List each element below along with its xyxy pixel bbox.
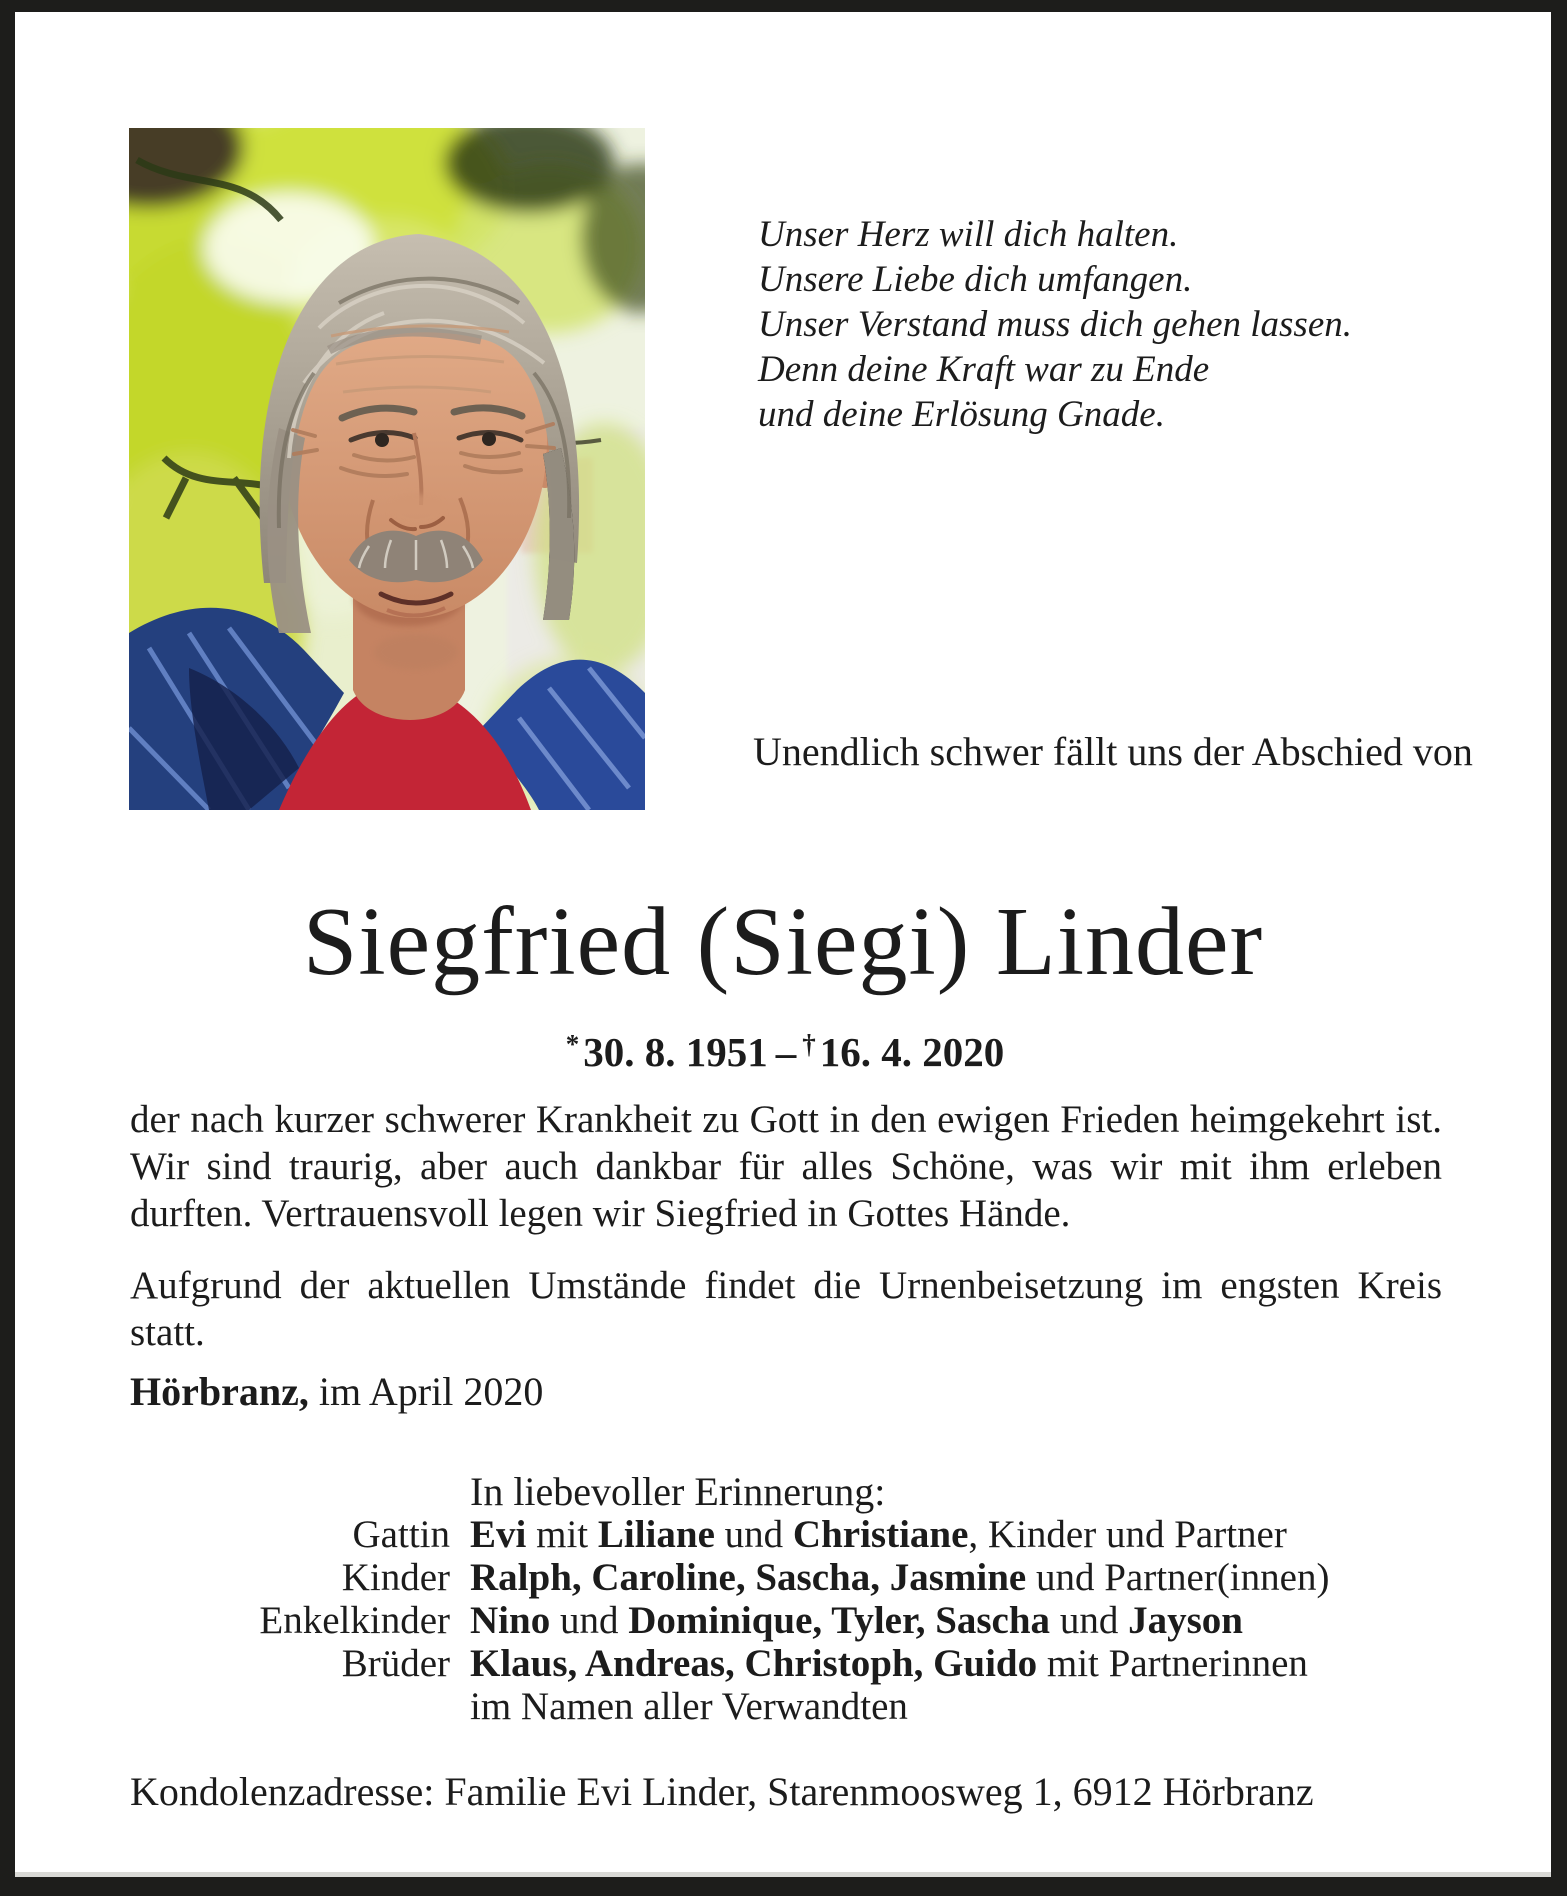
obituary-paragraph: der nach kurzer schwerer Krankheit zu Gott in den ewigen Frieden heimgekehrt ist. Wir sind traurig, aber auch dankbar für alles Schöne, was wir mit ihm erleben durften. Vertrauensvoll legen wir Siegfried in Gottes Hände.	[130, 1098, 1442, 1235]
family-row	[130, 1685, 1329, 1728]
death-cross-symbol: †	[802, 1029, 816, 1059]
family-row	[130, 1556, 1329, 1599]
family-role-label: Enkelkinder	[259, 1599, 450, 1642]
family-list	[130, 1513, 1329, 1728]
life-dates	[15, 1028, 1551, 1076]
family-names: Klaus, Andreas, Christoph, Guido mit Partnerinnen	[470, 1642, 1308, 1685]
portrait-photo	[129, 128, 645, 810]
remembrance-heading: In liebevoller Erinnerung:	[470, 1469, 886, 1514]
memorial-poem	[758, 212, 1458, 437]
poem-line: und deine Erlösung Gnade.	[758, 394, 1165, 435]
family-role-label: Brüder	[341, 1642, 450, 1685]
funeral-note-paragraph: Aufgrund der aktuellen Umstände findet die Urnenbeisetzung im engsten Kreis statt.	[130, 1264, 1442, 1354]
poem-line: Denn deine Kraft war zu Ende	[758, 349, 1210, 390]
family-row	[130, 1642, 1329, 1685]
notice-page	[15, 12, 1551, 1877]
family-row	[130, 1513, 1329, 1556]
family-names: im Namen aller Verwandten	[470, 1685, 908, 1728]
place-name: Hörbranz,	[130, 1369, 309, 1414]
family-row	[130, 1599, 1329, 1642]
family-names: Evi mit Liliane und Christiane, Kinder und Partner	[470, 1513, 1287, 1556]
family-names: Nino und Dominique, Tyler, Sascha und Jayson	[470, 1599, 1243, 1642]
dates-separator: –	[775, 1029, 797, 1075]
poem-line: Unser Verstand muss dich gehen lassen.	[758, 304, 1353, 345]
birth-star-symbol: *	[565, 1029, 580, 1059]
family-names: Ralph, Caroline, Sascha, Jasmine und Partner(innen)	[470, 1556, 1330, 1599]
family-role-label: Gattin	[352, 1513, 450, 1556]
family-role-label: Kinder	[341, 1556, 450, 1599]
farewell-intro: Unendlich schwer fällt uns der Abschied von	[753, 729, 1473, 774]
death-date: 16. 4. 2020	[819, 1029, 1005, 1075]
poem-line: Unser Herz will dich halten.	[758, 214, 1179, 255]
date-text: im April 2020	[308, 1369, 544, 1414]
birth-date: 30. 8. 1951	[583, 1029, 768, 1075]
place-date-line	[130, 1368, 543, 1415]
deceased-name: Siegfried (Siegi) Linder	[302, 888, 1264, 996]
condolence-address: Kondolenzadresse: Familie Evi Linder, Starenmoosweg 1, 6912 Hörbranz	[130, 1769, 1314, 1814]
poem-line: Unsere Liebe dich umfangen.	[758, 259, 1193, 300]
